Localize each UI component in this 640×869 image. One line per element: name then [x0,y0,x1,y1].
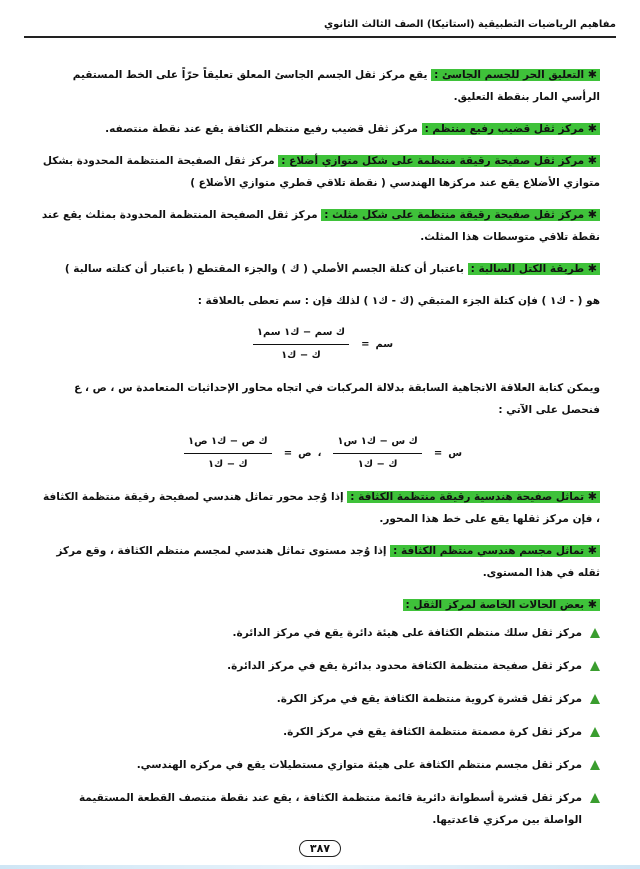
term-label: مركز ثقل صفيحة رقيقة منتظمة على شكل متوازي أضلاع : [281,155,585,167]
term-label: مركز ثقل صفيحة رقيقة منتظمة على شكل مثلث : [324,209,585,221]
fraction-y [184,431,272,476]
term-label: التعليق الحر للجسم الجاسئ : [434,69,585,81]
term-highlight [278,155,600,167]
paragraph-lamina-symmetry [40,486,600,530]
formula-components [40,431,600,476]
star-icon: ✱ [587,598,597,611]
paragraph-text: إذا وُجد محور تماثل هندسي لصفيحة رقيقة منتظمة الكثافة ، فإن مركز ثقلها يقع على خط هذا المحور. [43,491,600,525]
numerator: ك ص − ك١ ص١ [187,436,268,447]
paragraph-components: ويمكن كتابة العلاقة الاتجاهية السابقة بدلالة المركبات في اتجاه محاور الإحداثيات المتعامدة س ، ص ، ع فنحصل على الآتي : [74,382,600,416]
star-icon: ✱ [587,68,597,81]
bullet-icon [590,793,600,803]
paragraph-text: باعتبار أن كتلة الجسم الأصلي ( ك ) والجزء المقتطع ( باعتبار أن كتلته سالبة ) [64,263,464,275]
list-item-text: مركز ثقل مجسم منتظم الكثافة على هيئة متوازي مستطيلات يقع في مركزه الهندسي. [136,759,582,771]
denominator: ك − ك١ [281,350,321,361]
bullet-icon [590,727,600,737]
term-label: مركز ثقل قضيب رفيع منتظم : [424,123,585,135]
page-header: مفاهيم الرياضيات التطبيقية (استاتيكا) الصف الثالث الثانوي [24,14,616,38]
term-highlight [390,545,600,557]
list-item [40,655,600,677]
star-icon: ✱ [587,544,597,557]
star-icon: ✱ [587,262,597,275]
bullet-icon [590,628,600,638]
formula-lhs: سم [375,338,394,350]
formula-lhs-x: س [448,447,463,459]
paragraph-remaining-mass: هو ( - ك١ ) فإن كتلة الجزء المتبقي (ك - ك١ ) لذلك فإن : سم تعطى بالعلاقة : [197,295,600,307]
denominator: ك − ك١ [357,459,398,470]
special-cases-list [40,622,600,831]
fraction [253,322,349,367]
formula-vector-center [40,322,600,367]
term-highlight [422,123,600,135]
paragraph-rod [40,118,600,140]
paragraph-text: إذا وُجد مستوى تماثل هندسي لمجسم منتظم الكثافة ، وقع مركز ثقله في هذا المستوى. [56,545,600,579]
equals-sign: = [283,447,293,459]
star-icon: ✱ [587,208,597,221]
list-item-text: مركز ثقل قشرة أسطوانة دائرية قائمة منتظمة الكثافة ، يقع عند نقطة منتصف القطعة المستقيمة الواصلة بين مركزي قاعدتيها. [78,792,582,826]
list-item-text: مركز ثقل قشرة كروية منتظمة الكثافة يقع في مركز الكرة. [276,693,582,705]
paragraph-text: مركز ثقل الصفيحة المنتظمة المحدودة بشكل متوازي الأضلاع يقع عند مركزها الهندسي ( نقطة تلاقي قطري متوازي الأضلاع ) [42,155,600,189]
star-icon: ✱ [587,154,597,167]
special-cases-heading [40,594,600,616]
heading-label: بعض الحالات الخاصة لمركز الثقل : [405,599,585,611]
page-number: ٣٨٧ [299,840,341,857]
bullet-icon [590,661,600,671]
term-highlight [468,263,600,275]
equals-sign: = [361,338,370,350]
list-item-text: مركز ثقل كرة مصمتة منتظمة الكثافة يقع في مركز الكرة. [283,726,582,738]
denominator: ك − ك١ [207,459,248,470]
star-icon: ✱ [587,490,597,503]
term-highlight [431,69,600,81]
paragraph-triangle [40,204,600,248]
list-item [40,721,600,743]
term-highlight [403,599,600,611]
list-item [40,754,600,776]
numerator: ك سم − ك١ سم١ [256,327,346,338]
paragraph-free-suspension [40,64,600,108]
list-item [40,688,600,710]
numerator: ك س − ك١ س١ [337,436,418,447]
equals-sign: = [433,447,443,459]
formula-lhs-y: ص [298,447,312,459]
list-item-text: مركز ثقل صفيحة منتظمة الكثافة محدود بدائرة يقع في مركز الدائرة. [227,660,582,672]
paragraph-negative-mass [40,258,600,280]
paragraph-text: مركز ثقل قضيب رفيع منتظم الكثافة يقع عند نقطة منتصفه. [105,123,418,135]
term-highlight [347,491,600,503]
list-item [40,787,600,831]
bullet-icon [590,694,600,704]
term-label: تماثل مجسم هندسي منتظم الكثافة : [393,545,585,557]
page-content [40,64,600,842]
term-label: تماثل صفيحة هندسية رقيقة منتظمة الكثافة : [350,491,585,503]
page-footer [0,837,640,857]
fraction-x [333,431,421,476]
star-icon: ✱ [587,122,597,135]
list-item-text: مركز ثقل سلك منتظم الكثافة على هيئة دائرة يقع في مركز الدائرة. [232,627,582,639]
footer-line [0,865,640,869]
paragraph-solid-symmetry [40,540,600,584]
paragraph-text: مركز ثقل الصفيحة المنتظمة المحدودة بمثلث يقع عند نقطة تلاقي متوسطات هذا المثلث. [41,209,600,243]
term-highlight [321,209,600,221]
term-label: طريقة الكتل السالبة : [470,263,585,275]
list-item [40,622,600,644]
paragraph-text: يقع مركز ثقل الجسم الجاسئ المعلق تعليقاً حرّاً على الخط المستقيم الرأسي المار بنقطة التعليق. [72,69,600,103]
bullet-icon [590,760,600,770]
paragraph-parallelogram [40,150,600,194]
separator-comma: ، [317,447,322,459]
